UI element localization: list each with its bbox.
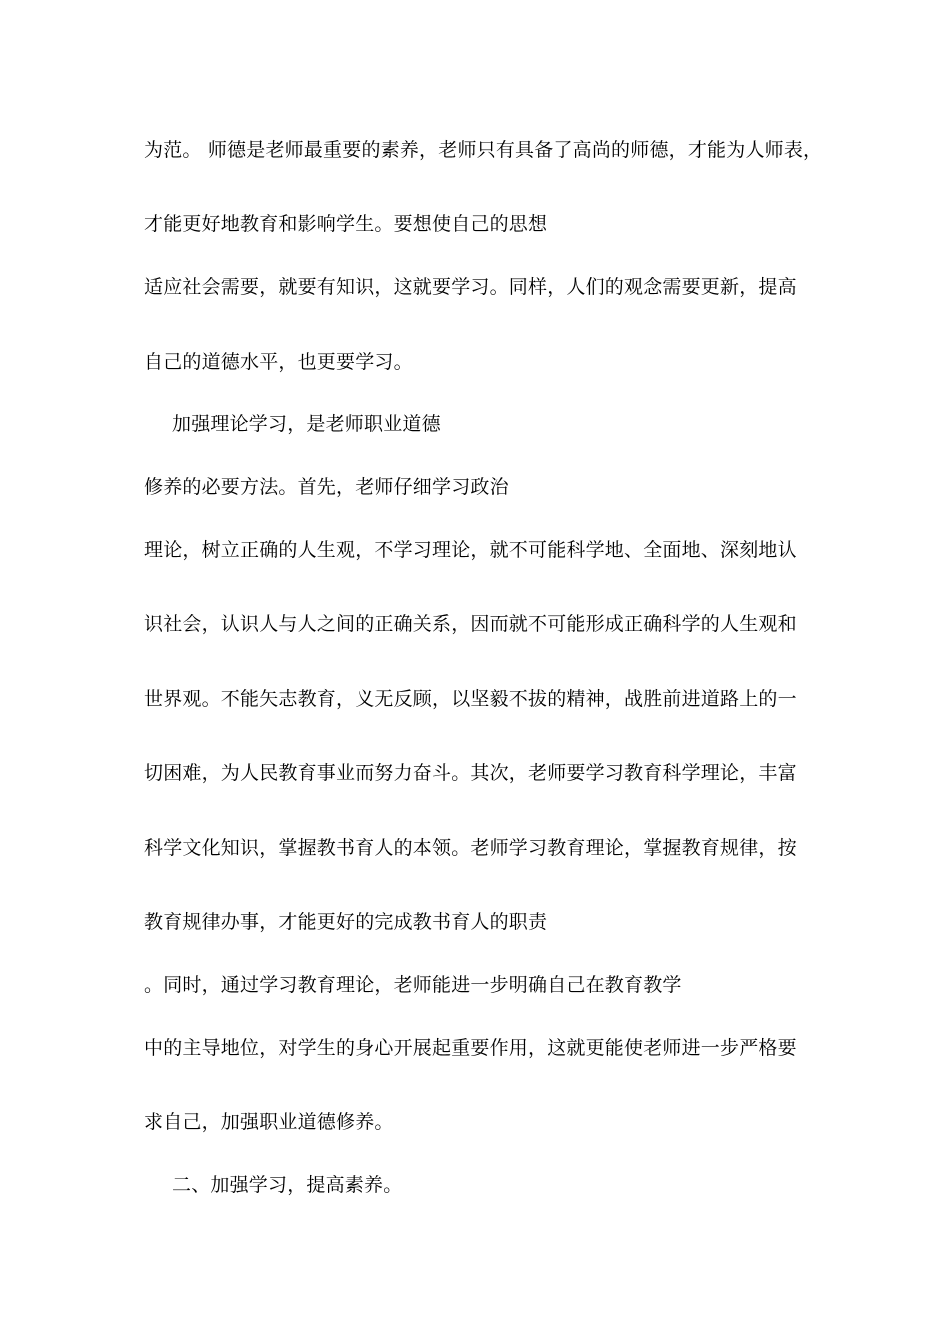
- text-line: 科学文化知识，掌握教书育人的本领。老师学习教育理论，掌握教育规律，按: [144, 837, 797, 859]
- text-line: 适应社会需要，就要有知识，这就要学习。同样，人们的观念需要更新，提高: [144, 276, 797, 298]
- text-line: 理论，树立正确的人生观，不学习理论，就不可能科学地、全面地、深刻地认: [144, 539, 797, 561]
- text-line: 中的主导地位，对学生的身心开展起重要作用，这就更能使老师进一步严格要: [144, 1037, 797, 1059]
- text-line: 。同时，通过学习教育理论，老师能进一步明确自己在教育教学: [144, 974, 682, 996]
- text-line: 切困难，为人民教育事业而努力奋斗。其次，老师要学习教育科学理论，丰富: [144, 762, 797, 784]
- text-line: 为范。 师德是老师最重要的素养，老师只有具备了高尚的师德，才能为人师表，: [144, 139, 823, 161]
- text-line: 求自己，加强职业道德修养。: [144, 1111, 394, 1133]
- text-line: 才能更好地教育和影响学生。要想使自己的思想: [144, 213, 548, 235]
- text-line: 世界观。不能矢志教育，义无反顾，以坚毅不拔的精神，战胜前进道路上的一: [144, 688, 797, 710]
- text-line: 修养的必要方法。首先，老师仔细学习政治: [144, 476, 509, 498]
- text-line: 教育规律办事，才能更好的完成教书育人的职责: [144, 911, 548, 933]
- text-line: 自己的道德水平，也更要学习。: [144, 351, 413, 373]
- section-heading: 二、加强学习，提高素养。: [172, 1174, 403, 1196]
- text-line: 识社会，认识人与人之间的正确关系，因而就不可能形成正确科学的人生观和: [144, 613, 797, 635]
- paragraph-start-line: 加强理论学习，是老师职业道德: [172, 413, 441, 435]
